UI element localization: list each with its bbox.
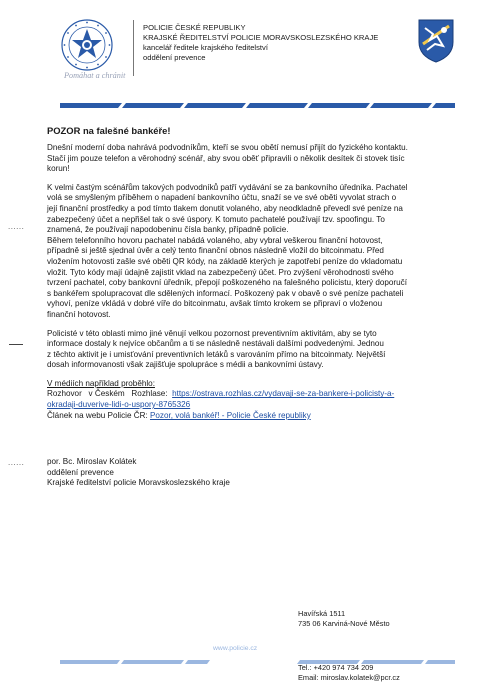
body-text — [47, 143, 450, 421]
text-line: zabezpečený účet a nepřišel tak o své úspory. K tomuto pachatelé používají tzv. spoofingu. To — [47, 214, 385, 224]
margin-dash — [9, 344, 23, 345]
text-line: vložit. Tyto kódy mají údajně zajistit vklad na zabezpečený účet. Pro zvýšení věrohodnosti svého — [47, 267, 394, 277]
footer-email: Email: miroslav.kolatek@pcr.cz — [298, 673, 400, 682]
signature-organization: Krajské ředitelství policie Moravskoslezského kraje — [47, 478, 230, 488]
text-line: Policisté v této oblasti mimo jiné věnují velkou pozornost preventivním aktivitám, aby se tyto — [47, 328, 377, 338]
header-divider — [133, 20, 134, 76]
media-section — [47, 379, 450, 421]
org-name: POLICIE ČESKÉ REPUBLIKY — [143, 23, 246, 32]
footer-web[interactable]: www.policie.cz — [213, 645, 258, 652]
org-region: KRAJSKÉ ŘEDITELSTVÍ POLICIE MORAVSKOSLEZSKÉHO KRAJE — [143, 33, 379, 42]
margin-mark: ...... — [8, 222, 25, 231]
signature-department: oddělení prevence — [47, 467, 114, 477]
rozhlas-link-continued[interactable]: okradaji-duverive-lidi-o-uspory-8765326 — [47, 400, 191, 410]
org-department: oddělení prevence — [143, 53, 206, 62]
text-line: vložením hotovosti zašle své oběti QR kódy, na základě kterých je zapotřebí peníze do vkladomatu — [47, 256, 403, 266]
rozhlas-link[interactable]: https://ostrava.rozhlas.cz/vydavaji-se-za-bankere-i-policisty-a- — [172, 389, 395, 399]
paragraph-scenario — [47, 183, 450, 321]
rozhlas-label: Rozhovor v Českém Rozhlase: — [47, 389, 168, 399]
text-line: Během telefonního hovoru pachatel nabádá volaného, aby vybral veškerou finanční hotovost, — [47, 235, 383, 245]
org-office: kancelář ředitele krajského ředitelství — [143, 43, 268, 52]
text-line: Stačí jim pouze telefon a věrohodný scénář, aby svou oběť připravili o několik desítek či stovek tisíc — [47, 153, 405, 163]
text-line: znamená, že používají napodobeninu čísla banky, případně policie. — [47, 225, 289, 235]
header-stripe — [60, 95, 455, 100]
footer-phone: Tel.: +420 974 734 209 — [298, 663, 374, 672]
text-line: Dnešní moderní doba nahrává podvodníkům, kteří se svou obětí nemusí přijít do fyzického kontaktu. — [47, 143, 408, 152]
text-line: vyhoví, peníze vkládá v dobré víře do bitcoinmatu, avšak tímto krokem se připraví o vloženou — [47, 299, 383, 309]
signature-name: por. Bc. Miroslav Kolátek — [47, 457, 137, 466]
text-line: informace dostaly k nejvíce občanům a ti se následně nestávali dalšími podvedenými. Jednou — [47, 339, 384, 349]
text-line: dosah informovanosti však zajišťuje spolupráce s médii a bankovními ústavy. — [47, 360, 324, 370]
text-line: tvrzení pachatel, coby bankovní úředník, přepojí poškozeného na falešného policistu, který doporučí — [47, 278, 407, 288]
document-title: POZOR na falešné bankéře! — [47, 125, 171, 136]
media-heading: V médiích například proběhlo: — [47, 378, 155, 388]
rozhlas-line — [47, 389, 450, 400]
text-line: korun! — [47, 164, 70, 174]
web-label: Článek na webu Policie ČR: — [47, 410, 148, 420]
footer-contact — [298, 663, 400, 683]
text-line: volá se smyšleným příběhem o napadení bankovního účtu, snaží se ve své oběti vyvolat strach o — [47, 193, 397, 203]
org-block — [143, 23, 378, 63]
text-line: případně si ještě sjednal úvěr a celý tento finanční obnos následně vložil do bitcoinmatu. Před — [47, 246, 384, 256]
text-line: z těchto aktivit je i umisťování preventivních letáků s varováním přímo na bitcoinmaty. Největší — [47, 349, 386, 359]
text-line: finanční hotovost. — [47, 309, 111, 319]
paragraph-prevention — [47, 329, 450, 371]
footer-stripe — [60, 651, 455, 655]
margin-mark: ...... — [8, 458, 25, 467]
police-star-logo — [60, 18, 114, 72]
text-line: K velmi častým scénářům takových podvodníků patří vydávání se za bankovního úředníka. Pachatel — [47, 182, 408, 192]
policie-web-link[interactable]: Pozor, volá bankéř! - Policie České republiky — [149, 410, 311, 420]
text-line: její finanční prostředky a pod tímto tlakem donutit volaného, aby neodkladně převedl své peníze na — [47, 203, 403, 213]
paragraph-intro — [47, 143, 450, 175]
footer-address — [298, 609, 390, 629]
motto: Pomáhat a chránit — [64, 71, 126, 80]
text-line: s bankéřem spolupracovat dle sdělených informací. Poškozený pak v obavě o své peníze pachateli — [47, 288, 404, 298]
footer-street: Havířská 1511 — [298, 609, 346, 618]
footer-city: 735 06 Karviná-Nové Město — [298, 619, 390, 628]
signature-block — [47, 457, 230, 489]
regional-emblem — [417, 18, 455, 63]
web-line — [47, 411, 450, 422]
